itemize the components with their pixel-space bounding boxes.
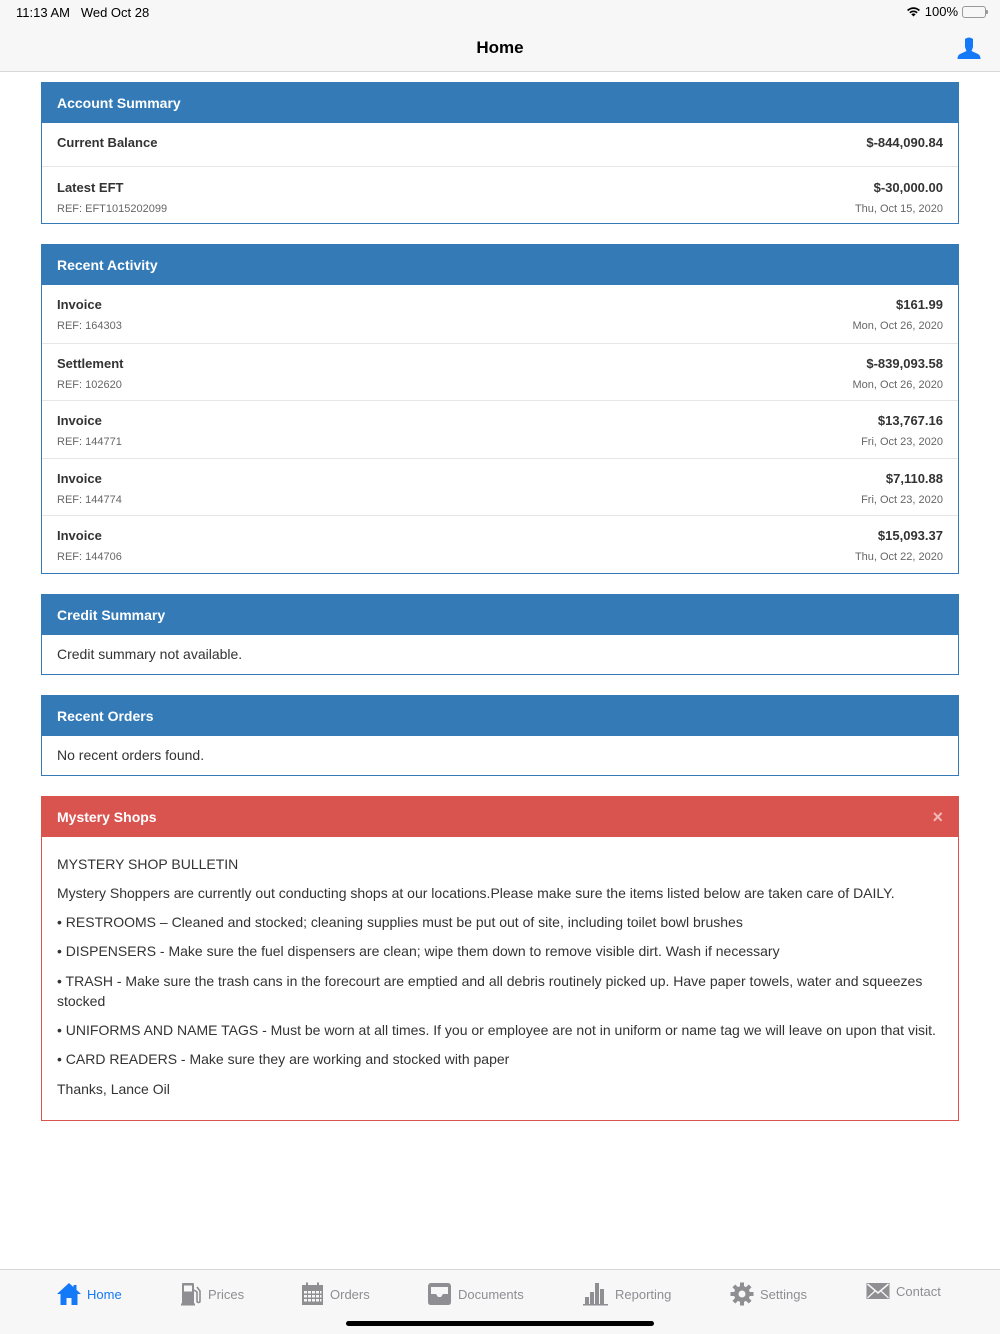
current-balance-row [42,123,958,166]
battery-icon [962,6,986,18]
bulletin-title: MYSTERY SHOP BULLETIN [57,855,239,872]
current-balance-value: $-844,090.84 [866,135,943,150]
activity-amount: $7,110.88 [885,470,943,486]
activity-amount: $13,767.16 [877,413,943,428]
activity-type: Settlement [57,355,124,371]
tab-documents-label: Documents [458,1286,524,1302]
navigation-bar [0,24,1000,72]
credit-summary-heading: Credit Summary [42,595,958,635]
tab-contact[interactable] [866,1282,941,1300]
activity-amount: $15,093.37 [877,528,943,543]
activity-type: Invoice [57,413,102,428]
mystery-shop-bulletin [42,837,958,1120]
activity-type: Invoice [57,470,102,486]
activity-ref: REF: 164303 [57,320,122,332]
bar-chart-icon [582,1282,609,1306]
tab-settings-label: Settings [760,1286,807,1302]
wifi-icon [906,6,921,17]
activity-row[interactable] [42,343,958,401]
latest-eft-ref: REF: EFT1015202099 [57,203,168,215]
activity-ref: REF: 144706 [57,551,122,563]
inbox-icon [427,1282,452,1306]
recent-orders-panel [41,695,959,776]
profile-button[interactable] [956,36,982,62]
tab-prices-label: Prices [208,1286,245,1302]
calendar-icon [301,1282,324,1306]
home-indicator[interactable] [346,1321,654,1326]
activity-list [42,285,958,573]
tab-settings[interactable] [730,1282,807,1306]
bulletin-item: • DISPENSERS - Make sure the fuel dispensers are clean; wipe them down to remove visible dirt. Wash if necessary [57,943,780,960]
activity-amount: $-839,093.58 [866,355,943,371]
activity-ref: REF: 144771 [57,436,122,448]
account-summary-panel [41,82,959,224]
bulletin-signature: Thanks, Lance Oil [57,1080,170,1097]
tab-reporting-label: Reporting [615,1286,672,1302]
recent-activity-panel [41,244,959,574]
activity-type: Invoice [57,297,102,312]
activity-date: Mon, Oct 26, 2020 [852,320,943,332]
person-icon [956,36,982,62]
status-bar [0,0,1000,24]
activity-ref: REF: 102620 [57,378,122,391]
bulletin-item: • RESTROOMS – Cleaned and stocked; cleaning supplies must be put out of site, including toilet bowl brushes [57,914,743,931]
tab-orders-label: Orders [330,1286,370,1302]
activity-row[interactable] [42,400,958,458]
tab-reporting[interactable] [582,1282,671,1306]
latest-eft-date: Thu, Oct 15, 2020 [854,203,943,215]
battery-percent: 100% [924,4,958,19]
bulletin-item: • TRASH - Make sure the trash cans in the forecourt are emptied and all debris routinely picked up. Have paper towels, water and squeezes stocked [57,972,923,1009]
activity-type: Invoice [57,528,102,543]
tab-prices[interactable] [180,1282,244,1306]
mystery-shops-heading-bar [42,797,958,837]
gear-icon [730,1282,754,1306]
bulletin-item: • CARD READERS - Make sure they are working and stocked with paper [57,1051,510,1068]
status-time: 11:13 AM Wed Oct 28 [16,5,150,20]
activity-date: Fri, Oct 23, 2020 [861,436,943,448]
activity-row[interactable] [42,458,958,516]
tab-orders[interactable] [301,1282,370,1306]
envelope-icon [866,1282,890,1300]
status-right [906,4,986,19]
activity-date: Thu, Oct 22, 2020 [854,551,943,563]
recent-orders-heading: Recent Orders [42,696,958,736]
account-summary-heading: Account Summary [42,83,958,123]
current-balance-label: Current Balance [57,135,158,150]
dashboard-content [41,82,959,1141]
fuel-pump-icon [180,1282,202,1306]
mystery-shops-panel [41,796,959,1121]
latest-eft-amount: $-30,000.00 [873,180,943,195]
tab-contact-label: Contact [896,1283,941,1299]
mystery-shops-heading: Mystery Shops [57,808,157,825]
home-icon [57,1282,81,1306]
latest-eft-label: Latest EFT [57,180,124,195]
activity-date: Mon, Oct 26, 2020 [852,378,943,391]
page-title: Home [476,38,524,57]
close-icon[interactable]: × [932,806,943,827]
credit-summary-message: Credit summary not available. [57,645,243,662]
bulletin-intro: Mystery Shoppers are currently out conducting shops at our locations.Please make sure the items listed below are taken care of DAILY. [57,884,895,901]
latest-eft-row[interactable] [42,166,958,223]
activity-row[interactable] [42,515,958,573]
bulletin-item: • UNIFORMS AND NAME TAGS - Must be worn at all times. If you or employee are not in uniform or name tag we will leave on upon that visit. [57,1021,936,1038]
recent-orders-message: No recent orders found. [57,746,205,763]
tab-home-label: Home [87,1286,122,1302]
tab-documents[interactable] [427,1282,524,1306]
activity-row[interactable] [42,285,958,343]
activity-amount: $161.99 [896,297,943,312]
recent-activity-heading: Recent Activity [42,245,958,285]
tab-home[interactable] [57,1282,122,1306]
activity-ref: REF: 144774 [57,493,122,506]
credit-summary-panel [41,594,959,675]
activity-date: Fri, Oct 23, 2020 [861,493,943,506]
